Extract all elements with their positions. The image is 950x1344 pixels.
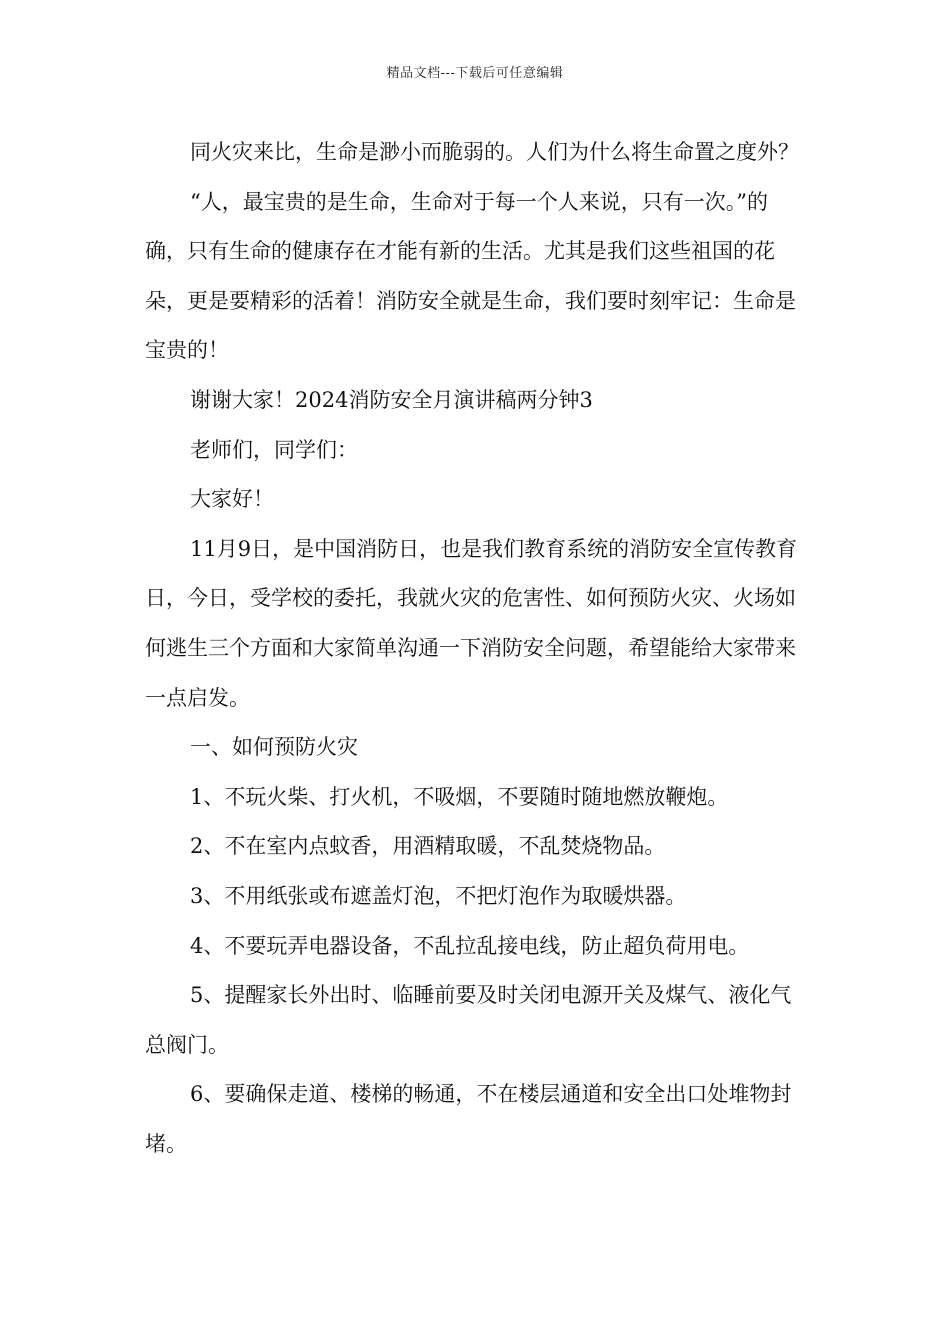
list-item: 1、不玩火柴、打火机，不吸烟，不要随时随地燃放鞭炮。 — [190, 784, 729, 809]
paragraph: 11月9日，是中国消防日，也是我们教育系统的消防安全宣传教育日，今日，受学校的委托，我就火灾的危害性、如何预防火灾、火场如何逃生三个方面和大家简单沟通一下消防安全问题，希望能给大家带来一点启发。 — [145, 536, 798, 710]
list-item: 4、不要玩弄电器设备，不乱拉乱接电线，防止超负荷用电。 — [190, 933, 750, 958]
list-item: 3、不用纸张或布遮盖灯泡，不把灯泡作为取暖烘器。 — [190, 883, 687, 908]
section-heading: 一、如何预防火灾 — [190, 735, 358, 760]
list-item: 5、提醒家长外出时、临睡前要及时关闭电源开关及煤气、液化气总阀门。 — [145, 983, 792, 1057]
paragraph: 大家好！ — [190, 487, 274, 512]
paragraph: 同火灾来比，生命是渺小而脆弱的。人们为什么将生命置之度外？ — [190, 140, 799, 164]
page-header: 精品文档---下载后可任意编辑 — [386, 66, 564, 81]
list-item: 6、要确保走道、楼梯的畅通，不在楼层通道和安全出口处堆物封堵。 — [145, 1082, 792, 1156]
document-body — [145, 128, 805, 1169]
paragraph: “人，最宝贵的是生命，生命对于每一个人来说，只有一次。”的确，只有生命的健康存在才能有新的生活。尤其是我们这些祖国的花朵，更是要精彩的活着！消防安全就是生命，我们要时刻牢记：生命是宝贵的！ — [145, 189, 796, 363]
list-item: 2、不在室内点蚊香，用酒精取暖，不乱焚烧物品。 — [190, 834, 666, 859]
paragraph: 老师们，同学们： — [190, 437, 358, 462]
paragraph: 谢谢大家！2024消防安全月演讲稿两分钟3 — [190, 387, 593, 412]
